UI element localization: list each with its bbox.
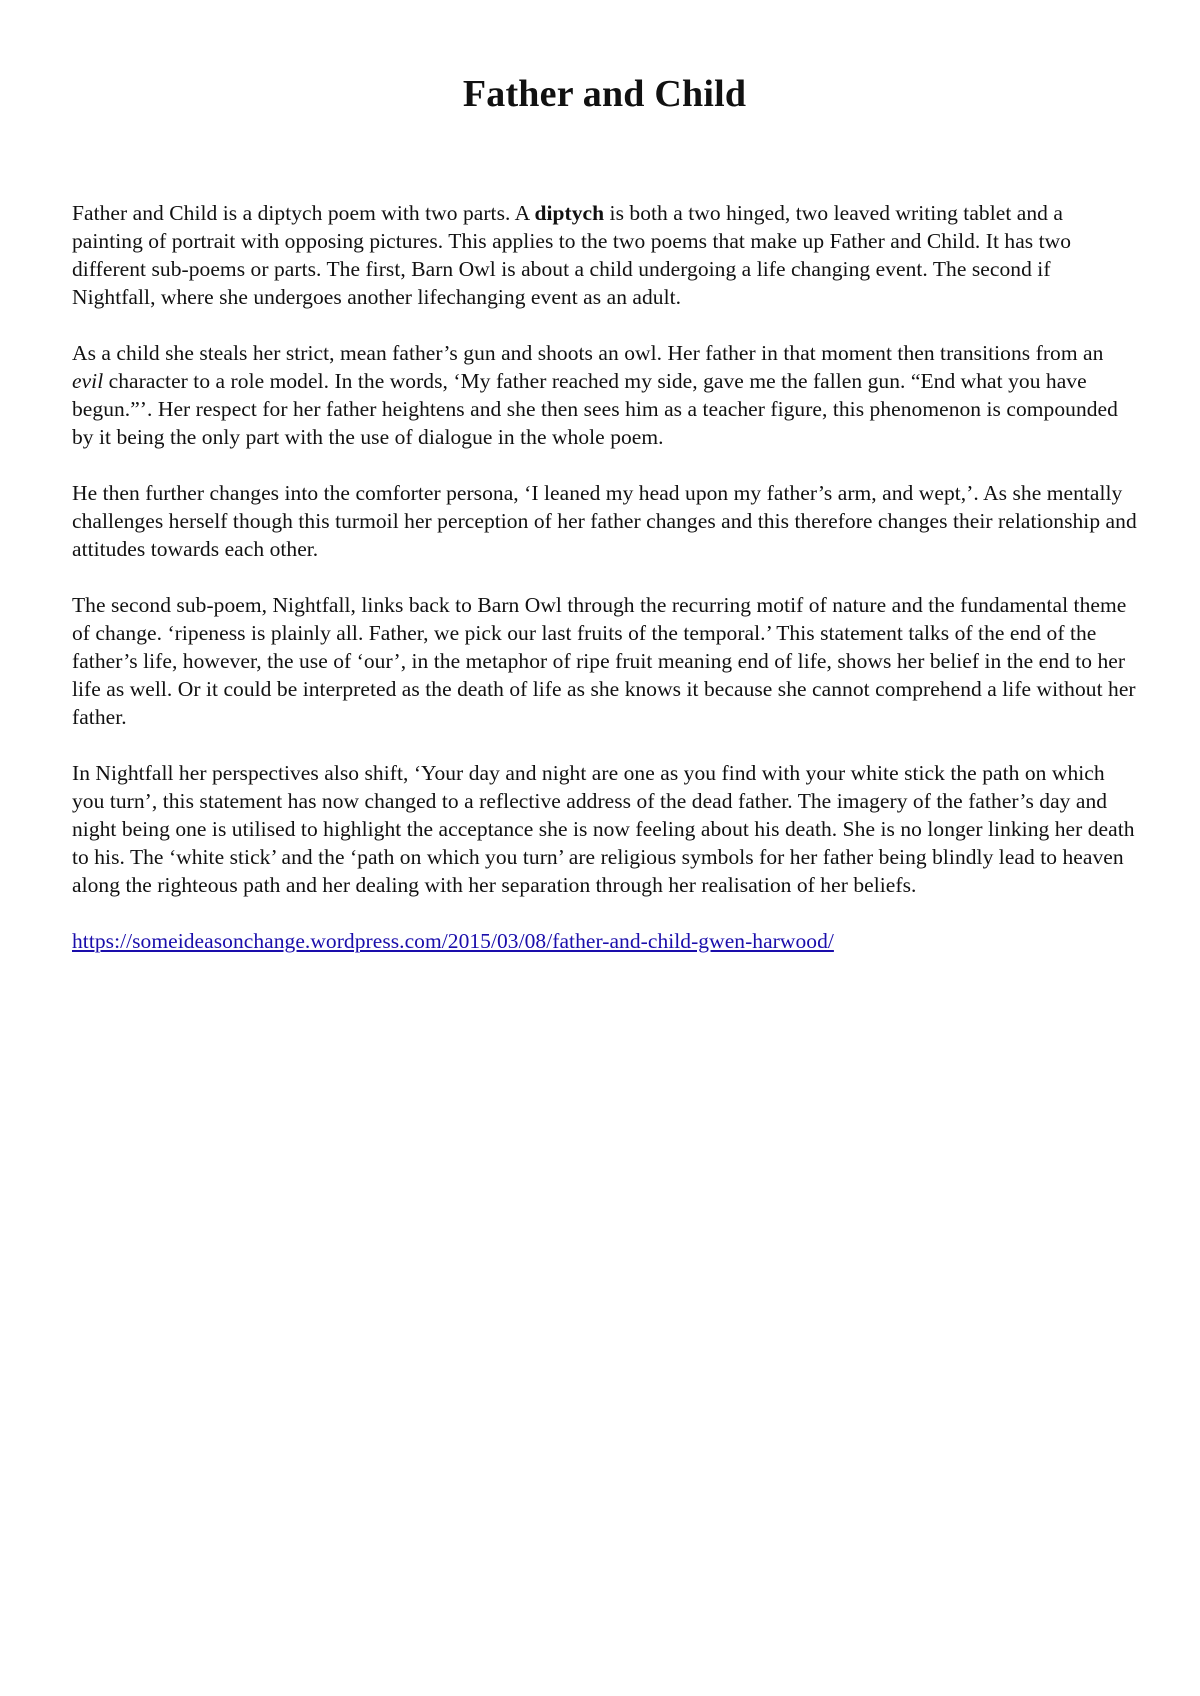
document-page <box>72 72 1137 983</box>
paragraph-comforter: He then further changes into the comforter persona, ‘I leaned my head upon my father’s arm, and wept,’. As she mentally challenges herself though this turmoil her perception of her father changes and this therefore changes their relationship and attitudes towards each other. <box>72 481 1137 561</box>
paragraph-intro <box>72 199 1137 311</box>
source-link-paragraph <box>72 927 1137 955</box>
source-link[interactable]: https://someideasonchange.wordpress.com/2015/03/08/father-and-child-gwen-harwood/ <box>72 929 834 953</box>
page-title: Father and Child <box>462 73 747 115</box>
italic-term: evil <box>72 369 104 393</box>
bold-term: diptych <box>534 201 605 225</box>
paragraph-intro-text-start: Father and Child is a diptych poem with two parts. A <box>72 201 535 225</box>
paragraph-nightfall: The second sub-poem, Nightfall, links back to Barn Owl through the recurring motif of nature and the fundamental theme of change. ‘ripeness is plainly all. Father, we pick our last fruits of the temporal.’ This statement talks of the end of the father’s life, however, the use of ‘our’, in the metaphor of ripe fruit meaning end of life, shows her belief in the end to her life as well. Or it could be interpreted as the death of life as she knows it because she cannot comprehend a life without her father. <box>72 593 1136 729</box>
paragraph-perspectives: In Nightfall her perspectives also shift, ‘Your day and night are one as you find with your white stick the path on which you turn’, this statement has now changed to a reflective address of the dead father. The imagery of the father’s day and night being one is utilised to highlight the acceptance she is now feeling about his death. She is no longer linking her death to his. The ‘white stick’ and the ‘path on which you turn’ are religious symbols for her father being blindly lead to heaven along the righteous path and her dealing with her separation through her realisation of her beliefs. <box>72 761 1135 897</box>
paragraph-barn-owl-text-start: As a child she steals her strict, mean father’s gun and shoots an owl. Her father in that moment then transitions from an <box>72 341 1104 365</box>
paragraph-barn-owl-text-end: character to a role model. In the words, ‘My father reached my side, gave me the fallen gun. “End what you have begun.”’. Her respect for her father heightens and she then sees him as a teacher figure, this phenomenon is compounded by it being the only part with the use of dialogue in the whole poem. <box>72 369 1118 449</box>
paragraph-barn-owl <box>72 339 1137 451</box>
paragraph-intro-text-end: is both a two hinged, two leaved writing tablet and a painting of portrait with opposing pictures. This applies to the two poems that make up Father and Child. It has two different sub-poems or parts. The first, Barn Owl is about a child undergoing a life changing event. The second if Nightfall, where she undergoes another lifechanging event as an adult. <box>72 201 1072 309</box>
